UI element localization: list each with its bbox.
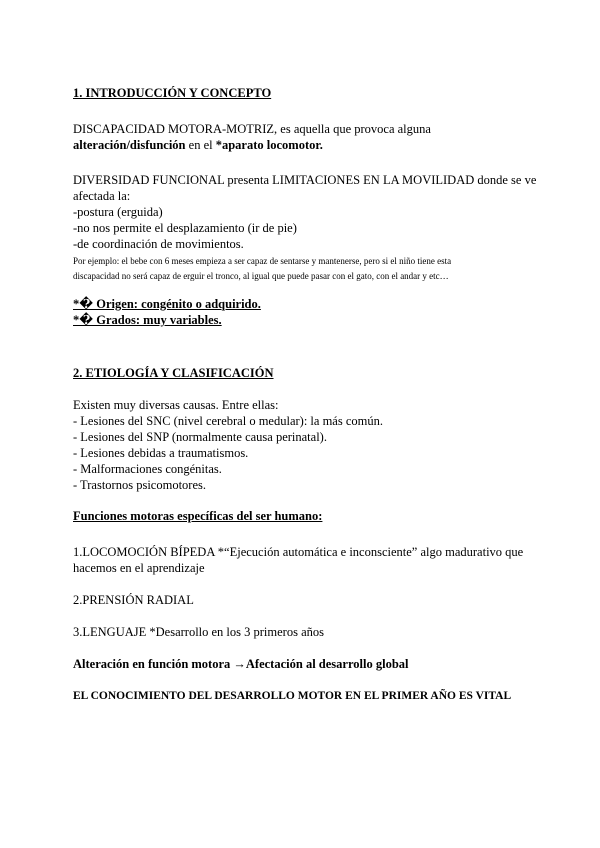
definition-mid: en el <box>185 138 216 152</box>
definition-line-2 <box>73 137 533 153</box>
section-2-title: 2. ETIOLOGÍA Y CLASIFICACIÓN <box>73 366 274 380</box>
definition-line-1: DISCAPACIDAD MOTORA-MOTRIZ, es aquella que provoca alguna <box>73 122 431 136</box>
function-1-line-1: 1.LOCOMOCIÓN BÍPEDA *“Ejecución automática e inconsciente” algo madurativo que <box>73 545 524 559</box>
example-line-2: discapacidad no será capaz de erguir el tronco, al igual que puede pasar con el gato, con el andar y etc… <box>73 271 449 281</box>
origin-note: *� Origen: congénito o adquirido. <box>73 297 261 311</box>
function-1-line-2: hacemos en el aprendizaje <box>73 561 205 575</box>
causes-intro: Existen muy diversas causas. Entre ellas: <box>73 398 279 412</box>
list-item: - Malformaciones congénitas. <box>73 462 222 476</box>
list-item: - Lesiones del SNC (nivel cerebral o medular): la más común. <box>73 414 383 428</box>
functions-title: Funciones motoras específicas del ser humano: <box>73 509 323 523</box>
section-1-title: 1. INTRODUCCIÓN Y CONCEPTO <box>73 86 272 100</box>
function-2: 2.PRENSIÓN RADIAL <box>73 593 194 607</box>
definition-bold-2: *aparato locomotor. <box>215 138 323 152</box>
diversity-line-2: afectada la: <box>73 189 131 203</box>
conclusion: EL CONOCIMIENTO DEL DESARROLLO MOTOR EN EL PRIMER AÑO ES VITAL <box>73 690 512 702</box>
list-item: - Lesiones del SNP (normalmente causa perinatal). <box>73 430 327 444</box>
function-3: 3.LENGUAJE *Desarrollo en los 3 primeros años <box>73 625 324 639</box>
list-item: - Lesiones debidas a traumatismos. <box>73 446 249 460</box>
document-body <box>73 85 537 704</box>
example-line-1: Por ejemplo: el bebe con 6 meses empieza a ser capaz de sentarse y mantenerse, pero si el niño tiene esta <box>73 256 452 266</box>
diversity-line-1: DIVERSIDAD FUNCIONAL presenta LIMITACIONES EN LA MOVILIDAD donde se ve <box>73 173 537 187</box>
list-item: -de coordinación de movimientos. <box>73 237 244 251</box>
definition-bold-1: alteración/disfunción <box>73 138 186 152</box>
list-item: -no nos permite el desplazamiento (ir de pie) <box>73 221 297 235</box>
list-item: - Trastornos psicomotores. <box>73 478 206 492</box>
grades-note: *� Grados: muy variables. <box>73 313 222 327</box>
list-item: -postura (erguida) <box>73 205 163 219</box>
alteration-note: Alteración en función motora →Afectación al desarrollo global <box>73 657 409 671</box>
